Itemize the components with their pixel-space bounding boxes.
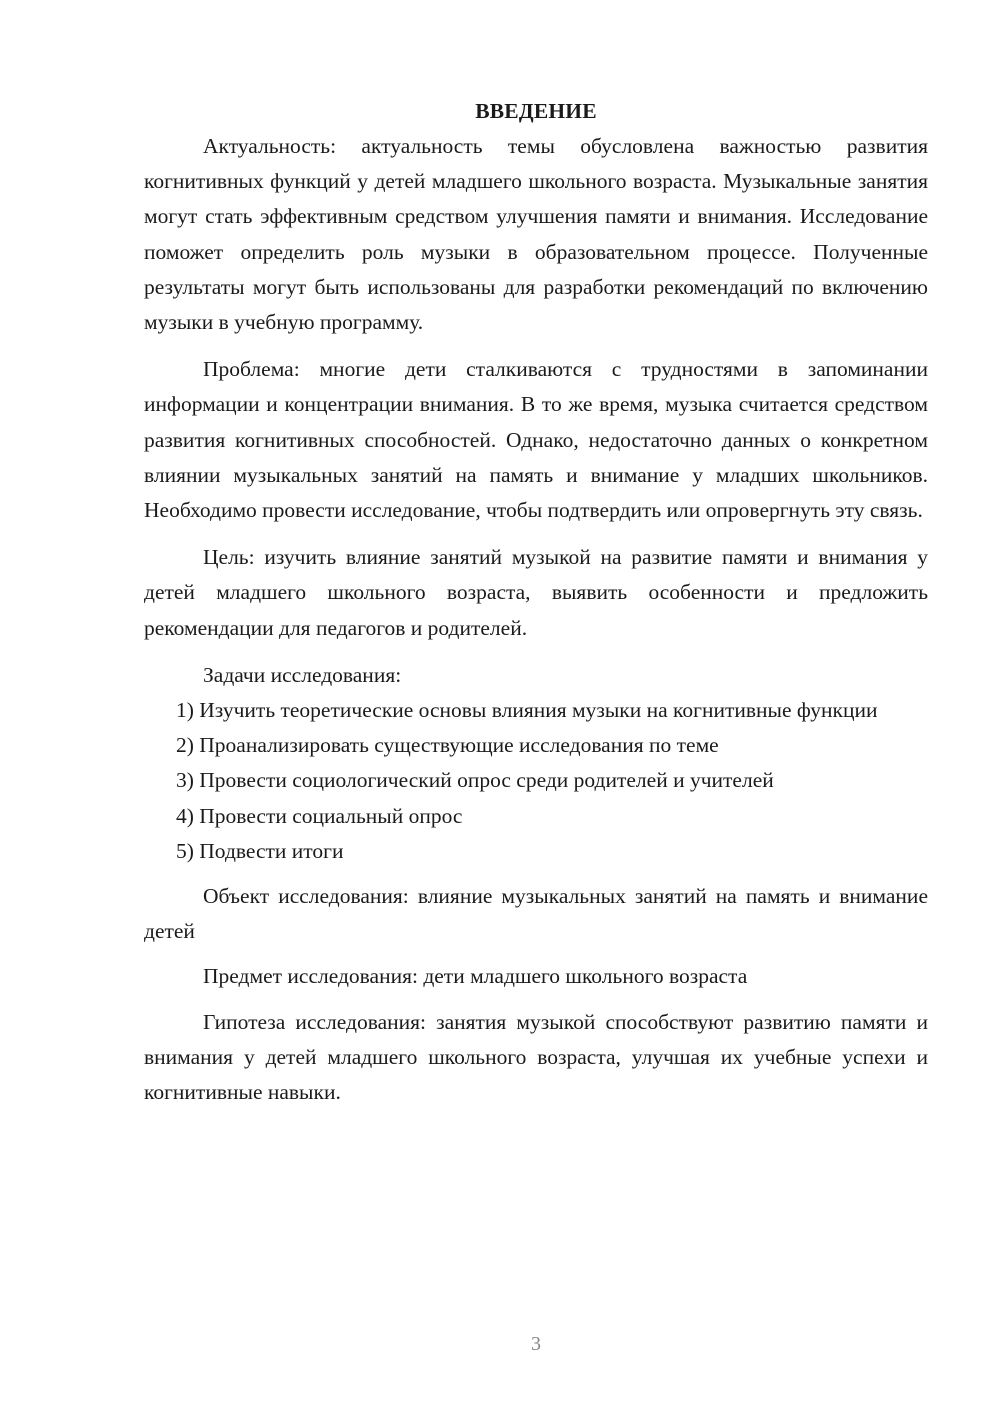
paragraph-relevance: Актуальность: актуальность темы обусловлена важностью развития когнитивных функций у детей младшего школьного возраста. Музыкальные занятия могут стать эффективным средством улучшения памяти и внимания. Исследование поможет определить роль музыки в образовательном процессе. Полученные результаты могут быть использованы для разработки рекомендаций по включению музыки в учебную программу. — [144, 134, 928, 335]
paragraph-problem: Проблема: многие дети сталкиваются с трудностями в запоминании информации и концентрации внимания. В то же время, музыка считается средством развития когнитивных способностей. Однако, недостаточно данных о конкретном влиянии музыкальных занятий на память и внимание у младших школьников. Необходимо провести исследование, чтобы подтвердить или опровергнуть эту связь. — [144, 357, 928, 523]
list-item: 1) Изучить теоретические основы влияния музыки на когнитивные функции — [176, 698, 878, 723]
list-item: 2) Проанализировать существующие исследования по теме — [176, 733, 719, 758]
document-body — [144, 94, 928, 1110]
paragraph-subject: Предмет исследования: дети младшего школьного возраста — [203, 964, 748, 989]
list-item: 4) Провести социальный опрос — [176, 803, 463, 828]
tasks-list — [144, 693, 928, 869]
paragraph-goal: Цель: изучить влияние занятий музыкой на развитие памяти и внимания у детей младшего школьного возраста, выявить особенности и предложить рекомендации для педагогов и родителей. — [144, 545, 928, 640]
paragraph-hypothesis: Гипотеза исследования: занятия музыкой способствуют развитию памяти и внимания у детей младшего школьного возраста, улучшая их учебные успехи и когнитивные навыки. — [144, 1009, 928, 1105]
list-item: 3) Провести социологический опрос среди родителей и учителей — [176, 768, 774, 793]
page-title: ВВЕДЕНИЕ — [475, 99, 597, 123]
list-item: 5) Подвести итоги — [176, 838, 344, 863]
paragraph-object: Объект исследования: влияние музыкальных занятий на память и внимание детей — [144, 884, 928, 944]
tasks-heading: Задачи исследования: — [203, 662, 402, 687]
page-number: 3 — [531, 1333, 541, 1355]
